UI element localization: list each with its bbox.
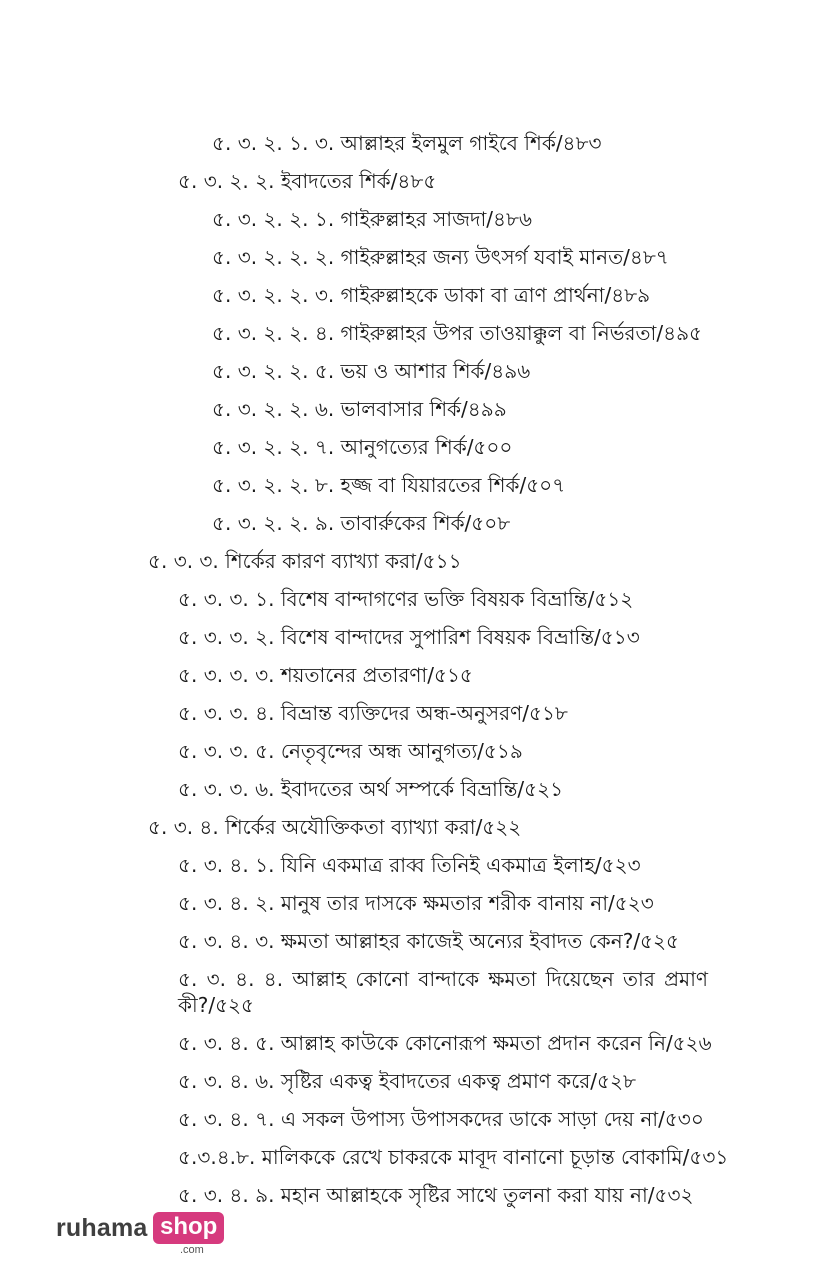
toc-entry: ৫. ৩. ৪. ২. মানুষ তার দাসকে ক্ষমতার শরীক বানায় না/৫২৩ <box>178 891 654 915</box>
toc-entry: ৫. ৩. ২. ২. ৯. তাবার্রুকের শির্ক/৫০৮ <box>212 511 511 535</box>
toc-entry: ৫. ৩. ৪. ৬. সৃষ্টির একত্ব ইবাদতের একত্ব প্রমাণ করে/৫২৮ <box>178 1069 636 1093</box>
toc-entry: ৫. ৩. ২. ২. ২. গাইরুল্লাহর জন্য উৎসর্গ যবাই মানত/৪৮৭ <box>212 245 669 269</box>
toc-entry: ৫. ৩. ৪. ১. যিনি একমাত্র রাব্ব তিনিই একমাত্র ইলাহ/৫২৩ <box>178 853 641 877</box>
toc-entry: ৫. ৩. ২. ২. ৮. হজ্জ বা যিয়ারতের শির্ক/৫০৭ <box>212 473 566 497</box>
ruhamashop-logo <box>56 1208 236 1268</box>
toc-entry: ৫. ৩. ২. ২. ১. গাইরুল্লাহর সাজদা/৪৮৬ <box>212 207 532 231</box>
toc-entry: ৫. ৩. ৪. ৯. মহান আল্লাহকে সৃষ্টির সাথে তুলনা করা যায় না/৫৩২ <box>178 1183 694 1207</box>
toc-entry: ৫. ৩. ৩. ৩. শয়তানের প্রতারণা/৫১৫ <box>178 663 473 687</box>
toc-entry: ৫. ৩. ৩. শির্কের কারণ ব্যাখ্যা করা/৫১১ <box>148 549 462 573</box>
logo-shop-badge: shop <box>153 1212 224 1244</box>
toc-entry: ৫. ৩. ৪. ৪. আল্লাহ কোনো বান্দাকে ক্ষমতা দিয়েছেন তার প্রমাণ কী?/৫২৫ <box>178 967 708 1017</box>
table-of-contents <box>0 130 825 1220</box>
toc-entry: ৫. ৩. ২. ২. ৫. ভয় ও আশার শির্ক/৪৯৬ <box>212 359 531 383</box>
toc-entry: ৫. ৩. ৪. ৩. ক্ষমতা আল্লাহর কাজেই অন্যের ইবাদত কেন?/৫২৫ <box>178 929 680 953</box>
logo-ruhama-text: ruhama <box>56 1214 148 1242</box>
toc-entry: ৫. ৩. ৪. ৫. আল্লাহ কাউকে কোনোরূপ ক্ষমতা প্রদান করেন নি/৫২৬ <box>178 1031 712 1055</box>
toc-entry: ৫. ৩. ২. ১. ৩. আল্লাহর ইলমুল গাইবে শির্ক/৪৮৩ <box>212 131 602 155</box>
logo-dotcom-text: .com <box>180 1244 204 1256</box>
toc-entry: ৫. ৩. ২. ২. ৭. আনুগত্যের শির্ক/৫০০ <box>212 435 513 459</box>
toc-entry: ৫. ৩. ২. ২. ৬. ভালবাসার শির্ক/৪৯৯ <box>212 397 507 421</box>
toc-entry: ৫. ৩. ৩. ২. বিশেষ বান্দাদের সুপারিশ বিষয়ক বিভ্রান্তি/৫১৩ <box>178 625 640 649</box>
toc-entry: ৫. ৩. ৩. ১. বিশেষ বান্দাগণের ভক্তি বিষয়ক বিভ্রান্তি/৫১২ <box>178 587 634 611</box>
toc-entry: ৫. ৩. ৩. ৬. ইবাদতের অর্থ সম্পর্কে বিভ্রান্তি/৫২১ <box>178 777 564 801</box>
toc-entry: ৫. ৩. ৩. ৫. নেতৃবৃন্দের অন্ধ আনুগত্য/৫১৯ <box>178 739 523 763</box>
toc-entry: ৫. ৩. ২. ২. ৪. গাইরুল্লাহর উপর তাওয়াক্কুল বা নির্ভরতা/৪৯৫ <box>212 321 703 345</box>
toc-entry: ৫. ৩. ৪. ৭. এ সকল উপাস্য উপাসকদের ডাকে সাড়া দেয় না/৫৩০ <box>178 1107 704 1131</box>
toc-entry: ৫. ৩. ২. ২. ইবাদতের শির্ক/৪৮৫ <box>178 169 437 193</box>
toc-entry: ৫. ৩. ৪. শির্কের অযৌক্তিকতা ব্যাখ্যা করা/৫২২ <box>148 815 522 839</box>
toc-entry: ৫. ৩. ৩. ৪. বিভ্রান্ত ব্যক্তিদের অন্ধ-অনুসরণ/৫১৮ <box>178 701 568 725</box>
toc-entry: ৫.৩.৪.৮. মালিককে রেখে চাকরকে মাবূদ বানানো চূড়ান্ত বোকামি/৫৩১ <box>178 1145 729 1169</box>
toc-entry: ৫. ৩. ২. ২. ৩. গাইরুল্লাহকে ডাকা বা ত্রাণ প্রার্থনা/৪৮৯ <box>212 283 651 307</box>
